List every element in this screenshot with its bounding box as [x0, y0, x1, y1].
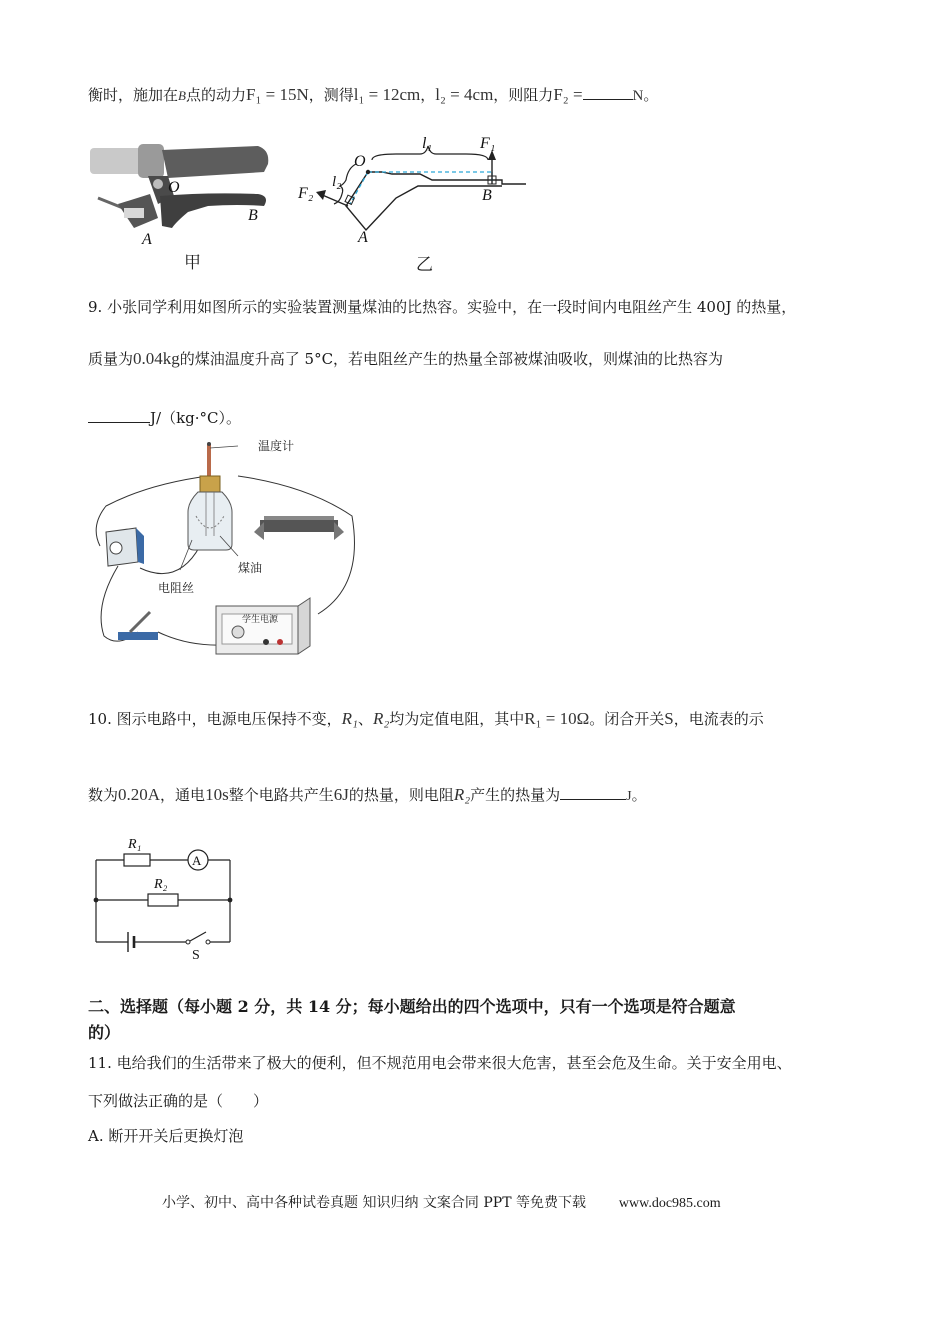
label-resistance-wire: 电阻丝 — [158, 581, 195, 595]
q9-line-3: J/（kg·°C）。 — [88, 407, 241, 429]
q11-option-a[interactable]: A. 断开开关后更换灯泡 — [88, 1127, 244, 1145]
diagram-label-l2: l₂ — [332, 174, 342, 190]
circuit-label-switch: S — [192, 948, 200, 962]
label-kerosene: 煤油 — [238, 561, 263, 575]
circuit-label-r2: R₂ — [154, 877, 168, 892]
figure-caption-jia: 甲 — [184, 253, 201, 273]
diagram-label-f2: F₂ — [298, 185, 314, 202]
q11-line-2: 下列做法正确的是（ ） — [88, 1092, 269, 1110]
brake-lever-figure — [88, 136, 278, 276]
q9-line-1: 9. 小张同学利用如图所示的实验装置测量煤油的比热容。实验中，在一段时间内电阻丝产生 400J 的热量， — [88, 298, 797, 316]
q10-line-2: 数为0.20A，通电10s整个电路共产生6J的热量，则电阻R₂产生的热量为 J。 — [88, 785, 647, 804]
diagram-label-o: O — [354, 153, 366, 170]
label-power-supply: 学生电源 — [242, 615, 279, 625]
q10-answer-blank[interactable] — [560, 799, 626, 800]
figure-caption-yi: 乙 — [416, 255, 433, 275]
diagram-label-a: A — [358, 229, 368, 246]
circuit-diagram — [90, 832, 240, 962]
page-footer: 小学、初中、高中各种试卷真题 知识归纳 文案合同 PPT 等免费下载 www.doc985.com — [162, 1195, 721, 1211]
q11-line-1: 11. 电给我们的生活带来了极大的便利，但不规范用电会带来很大危害，甚至会危及生命。关于安全用电、 — [88, 1054, 792, 1072]
lever-label-b: B — [248, 207, 258, 224]
q9-answer-blank[interactable] — [88, 422, 150, 423]
q8-answer-blank[interactable] — [583, 99, 633, 100]
section-2-heading: 二、选择题（每小题 2 分，共 14 分；每小题给出的四个选项中，只有一个选项是符合题意 的） — [88, 997, 736, 1042]
diagram-label-b: B — [482, 187, 492, 204]
lever-label-o: O — [168, 179, 180, 196]
q8-line: 衡时，施加在B点的动力F₁ = 15N，测得l₁ = 12cm，l₂ = 4cm，则阻力F₂ = N。 — [88, 85, 659, 104]
circuit-label-r1: R₁ — [128, 837, 142, 852]
kerosene-apparatus-figure — [88, 436, 368, 662]
q9-line-2: 质量为0.04kg的煤油温度升高了 5°C，若电阻丝产生的热量全部被煤油吸收，则煤油的比热容为 — [88, 349, 724, 368]
diagram-label-f1: F₁ — [480, 135, 496, 152]
q10-line-1: 10. 图示电路中，电源电压保持不变，R₁、R₂均为定值电阻，其中R₁ = 10Ω。闭合开关S，电流表的示 — [88, 709, 764, 728]
circuit-label-ammeter: A — [192, 853, 202, 868]
footer-site-link[interactable]: www.doc985.com — [618, 1196, 721, 1211]
diagram-label-l1: l₁ — [422, 135, 433, 152]
lever-label-a: A — [142, 231, 152, 248]
label-thermometer: 温度计 — [258, 439, 295, 453]
lever-diagram — [296, 128, 536, 278]
